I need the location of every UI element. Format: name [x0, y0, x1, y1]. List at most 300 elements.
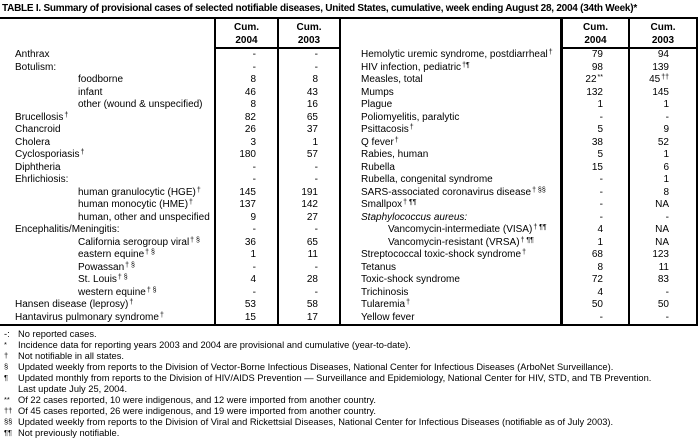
footnote-text: Of 45 cases reported, 26 were indigenous, and 19 were imported from another country. — [18, 406, 376, 416]
disease-name: western equine — [78, 286, 146, 298]
case-count: 17 — [306, 311, 318, 323]
disease-name: Hansen disease (leprosy) — [15, 299, 129, 310]
value-cell — [277, 249, 341, 262]
disease-name-cell — [0, 62, 214, 75]
disease-name: Smallpox — [361, 199, 403, 210]
value-cell — [214, 224, 277, 237]
footnote — [4, 340, 696, 351]
value-cell — [277, 274, 341, 287]
value-cell — [277, 112, 341, 125]
value-cell — [628, 49, 698, 62]
case-count: - — [314, 224, 318, 235]
case-count: 1 — [663, 149, 669, 160]
case-count: 8 — [597, 261, 603, 273]
value-cell — [628, 249, 698, 262]
value-cell — [214, 299, 277, 312]
case-count: - — [314, 286, 318, 298]
disease-name: Rabies, human — [361, 149, 429, 160]
footnote — [4, 362, 696, 373]
case-count: 65 — [306, 236, 318, 248]
case-count: 16 — [306, 99, 318, 110]
footnote-marker: † — [196, 186, 201, 194]
footnote-text: No reported cases. — [18, 329, 97, 339]
disease-name-cell — [341, 274, 560, 287]
footnote-marker: † — [80, 149, 85, 156]
case-count: 11 — [307, 249, 318, 260]
value-cell — [560, 62, 628, 75]
value-cell — [628, 162, 698, 175]
disease-name: Cyclosporiasis — [15, 149, 80, 160]
disease-name-cell — [0, 237, 214, 250]
footnote-marker: † § — [190, 236, 200, 244]
disease-name: human monocytic (HME) — [78, 199, 189, 210]
footnote-marker: † — [189, 199, 193, 206]
header-cum-label: Cum. — [583, 22, 608, 33]
value-cell — [277, 237, 341, 250]
disease-name-cell — [0, 199, 214, 212]
case-count: - — [252, 61, 256, 73]
footnote-marker: † — [394, 136, 399, 144]
value-cell — [628, 112, 698, 125]
header-spacer-left — [0, 19, 214, 49]
disease-name: Rubella — [361, 161, 395, 173]
footnote-marker: † — [522, 249, 526, 256]
case-count: - — [665, 211, 669, 223]
disease-name-cell — [341, 187, 560, 200]
disease-name: Powassan — [78, 261, 125, 273]
value-cell — [560, 299, 628, 312]
footnote-marker: † § — [146, 286, 157, 294]
value-cell — [560, 87, 628, 100]
value-cell — [214, 237, 277, 250]
case-count: 45 — [649, 74, 661, 85]
value-cell — [214, 137, 277, 150]
disease-name-cell — [341, 199, 560, 212]
disease-name: Trichinosis — [361, 286, 409, 298]
disease-name-cell — [0, 124, 214, 137]
case-count: 4 — [597, 286, 603, 298]
disease-name: Brucellosis — [15, 111, 64, 123]
value-cell — [628, 262, 698, 275]
footnote-marker: * — [4, 339, 7, 349]
value-cell — [560, 49, 628, 62]
case-count: - — [599, 186, 603, 198]
value-cell — [277, 124, 341, 137]
disease-name: Tetanus — [361, 261, 397, 273]
notifiable-diseases-table — [0, 17, 698, 326]
disease-name: Anthrax — [15, 49, 50, 60]
case-count: - — [599, 199, 603, 210]
disease-name: human, other and unspecified — [78, 211, 210, 223]
value-cell — [560, 287, 628, 300]
case-count: 65 — [306, 111, 318, 123]
disease-name-cell — [341, 287, 560, 300]
case-count: 58 — [306, 299, 318, 310]
value-cell — [560, 137, 628, 150]
case-count: 38 — [591, 136, 603, 148]
footnote-marker: † ¶¶ — [403, 199, 417, 206]
disease-name-cell — [0, 174, 214, 187]
case-count: 4 — [250, 274, 256, 285]
footnote-text: Last update July 25, 2004. — [18, 384, 128, 394]
value-cell — [277, 262, 341, 275]
case-count: 180 — [239, 149, 256, 160]
case-count: 46 — [244, 86, 256, 98]
disease-name: St. Louis — [78, 274, 117, 285]
disease-name: Vancomycin-intermediate (VISA) — [388, 224, 533, 235]
case-count: 15 — [244, 311, 256, 323]
case-count: 50 — [591, 299, 603, 310]
case-count: - — [599, 174, 603, 185]
footnote-text: Updated weekly from reports to the Division of Viral and Rickettsial Diseases, National Center for Infectious Diseases (notifiable as of July 2003). — [18, 417, 614, 427]
value-cell — [214, 287, 277, 300]
value-cell — [214, 62, 277, 75]
disease-name: Measles, total — [361, 74, 423, 85]
disease-name-cell — [0, 299, 214, 312]
case-count: 145 — [652, 86, 669, 98]
footnote-text: Updated monthly from reports to the Division of HIV/AIDS Prevention — Surveillance and Epidemiology, National Center for HIV, STD, and TB Prevention. — [18, 373, 652, 383]
case-count: 26 — [244, 124, 256, 135]
disease-name-cell — [0, 262, 214, 275]
case-count: 8 — [663, 186, 669, 198]
value-cell — [628, 174, 698, 187]
case-count: 123 — [652, 249, 669, 260]
disease-name-cell — [0, 312, 214, 325]
value-cell — [628, 187, 698, 200]
disease-name-cell — [0, 149, 214, 162]
disease-name-cell — [341, 162, 560, 175]
disease-name-cell — [0, 212, 214, 225]
value-cell — [560, 274, 628, 287]
footnote-marker: † ¶¶ — [520, 236, 534, 244]
case-count: 3 — [250, 136, 256, 148]
disease-name-cell — [0, 74, 214, 87]
disease-name-cell — [0, 137, 214, 150]
case-count: 27 — [306, 211, 318, 223]
value-cell — [277, 149, 341, 162]
value-cell — [277, 62, 341, 75]
footnote-text: Updated weekly from reports to the Division of Vector-Borne Infectious Diseases, National Center for Infectious Diseases (ArboNet Surveillance). — [18, 362, 614, 372]
footnote-marker: † — [406, 299, 410, 306]
disease-name: Hemolytic uremic syndrome, postdiarrheal — [361, 49, 548, 60]
value-cell — [560, 199, 628, 212]
value-cell — [214, 49, 277, 62]
value-cell — [628, 87, 698, 100]
case-count: - — [314, 174, 318, 185]
disease-name-cell — [0, 162, 214, 175]
disease-name-cell — [341, 262, 560, 275]
case-count: - — [599, 211, 603, 223]
case-count: 139 — [652, 61, 669, 73]
disease-name-cell — [341, 112, 560, 125]
footnote-text: Not previously notifiable. — [18, 428, 120, 438]
case-count: 22 — [585, 74, 597, 85]
value-cell — [560, 162, 628, 175]
case-count: 9 — [663, 124, 669, 135]
disease-name: infant — [78, 86, 103, 98]
value-cell — [628, 287, 698, 300]
case-count: 36 — [244, 236, 256, 248]
value-cell — [277, 74, 341, 87]
footnote-marker: ¶¶ — [4, 427, 13, 437]
case-count: 68 — [591, 249, 603, 260]
case-count: 8 — [250, 74, 256, 85]
case-count: 1 — [597, 236, 603, 248]
case-count: - — [314, 161, 318, 173]
value-cell — [560, 249, 628, 262]
disease-name: SARS-associated coronavirus disease — [361, 186, 532, 198]
footnote — [4, 417, 696, 428]
value-cell — [560, 99, 628, 112]
value-cell — [214, 112, 277, 125]
value-cell — [628, 224, 698, 237]
disease-name-cell — [0, 112, 214, 125]
footnote-marker: ** — [597, 74, 603, 81]
value-cell — [214, 312, 277, 325]
case-count: - — [252, 286, 256, 298]
disease-name-cell — [0, 249, 214, 262]
disease-name-cell — [341, 212, 560, 225]
value-cell — [214, 74, 277, 87]
case-count: 1 — [663, 174, 669, 185]
footnote-marker: † ¶¶ — [533, 224, 547, 231]
case-count: 145 — [239, 186, 256, 198]
value-cell — [277, 99, 341, 112]
value-cell — [214, 124, 277, 137]
header-year-2004: 2004 — [584, 35, 607, 46]
disease-name-cell — [0, 274, 214, 287]
case-count: 142 — [301, 199, 318, 210]
value-cell — [277, 187, 341, 200]
value-cell — [628, 74, 698, 87]
value-cell — [560, 237, 628, 250]
footnote-marker: †¶ — [462, 61, 470, 69]
header-year-2004: 2004 — [235, 35, 258, 46]
footnote-text: Not notifiable in all states. — [18, 351, 124, 361]
value-cell — [560, 224, 628, 237]
case-count: 83 — [657, 274, 669, 285]
value-cell — [628, 274, 698, 287]
value-cell — [628, 137, 698, 150]
disease-name-cell — [0, 87, 214, 100]
disease-name: Hantavirus pulmonary syndrome — [15, 311, 159, 323]
disease-name: HIV infection, pediatric — [361, 61, 462, 73]
case-count: 11 — [658, 261, 669, 273]
disease-name-cell — [341, 224, 560, 237]
disease-name: Diphtheria — [15, 161, 61, 173]
disease-name: Vancomycin-resistant (VRSA) — [388, 236, 520, 248]
case-count: 50 — [657, 299, 669, 310]
case-count: - — [252, 49, 256, 60]
case-count: 137 — [239, 199, 256, 210]
footnote-marker: § — [4, 361, 9, 371]
case-count: - — [314, 49, 318, 60]
case-count: - — [252, 161, 256, 173]
footnote — [4, 329, 696, 340]
footnote-marker: † — [548, 49, 553, 56]
header-left-cum-2003 — [277, 19, 341, 49]
disease-name: Streptococcal toxic-shock syndrome — [361, 249, 522, 260]
value-cell — [560, 187, 628, 200]
case-count: 5 — [597, 149, 603, 160]
value-cell — [277, 87, 341, 100]
disease-name: Plague — [361, 99, 393, 110]
footnote-text: Incidence data for reporting years 2003 and 2004 are provisional and cumulative (year-to-date). — [18, 340, 411, 350]
footnote — [4, 406, 696, 417]
disease-name: Poliomyelitis, paralytic — [361, 111, 460, 123]
case-count: 1 — [312, 136, 318, 148]
case-count: - — [599, 311, 603, 323]
footnote — [4, 395, 696, 406]
case-count: NA — [655, 199, 669, 210]
footnote-marker: -: — [4, 329, 10, 339]
footnote — [4, 428, 696, 439]
case-count: 1 — [597, 99, 603, 110]
footnote-marker: †† — [4, 405, 13, 415]
case-count: 8 — [312, 74, 318, 85]
case-count: NA — [655, 236, 669, 248]
disease-name-cell — [0, 49, 214, 62]
value-cell — [560, 124, 628, 137]
header-year-2003: 2003 — [651, 35, 675, 46]
case-count: - — [599, 111, 603, 123]
case-count: 94 — [657, 49, 669, 60]
value-cell — [560, 74, 628, 87]
case-count: - — [665, 111, 669, 123]
value-cell — [214, 149, 277, 162]
disease-name-cell — [341, 124, 560, 137]
header-cum-label: Cum. — [234, 22, 259, 33]
value-cell — [560, 212, 628, 225]
footnote-marker: † § — [145, 249, 155, 256]
case-count: 9 — [250, 211, 256, 223]
value-cell — [214, 212, 277, 225]
value-cell — [628, 237, 698, 250]
value-cell — [628, 62, 698, 75]
header-spacer-right — [341, 19, 560, 49]
case-count: 132 — [586, 86, 603, 98]
footnote-marker: † — [129, 299, 134, 306]
value-cell — [214, 274, 277, 287]
header-right-cum-2003 — [628, 19, 698, 49]
value-cell — [628, 299, 698, 312]
disease-name: Psittacosis — [361, 124, 409, 135]
value-cell — [214, 249, 277, 262]
disease-name-cell — [341, 174, 560, 187]
value-cell — [277, 174, 341, 187]
disease-name-cell — [341, 149, 560, 162]
disease-name-cell — [341, 312, 560, 325]
case-count: - — [665, 311, 669, 323]
disease-name: Q fever — [361, 136, 394, 148]
case-count: - — [314, 61, 318, 73]
disease-name-cell — [341, 237, 560, 250]
disease-name-cell — [0, 187, 214, 200]
value-cell — [277, 199, 341, 212]
disease-name-cell — [341, 62, 560, 75]
case-count: 6 — [663, 161, 669, 173]
value-cell — [214, 199, 277, 212]
value-cell — [277, 212, 341, 225]
value-cell — [628, 99, 698, 112]
disease-name: Botulism: — [15, 61, 57, 73]
case-count: 53 — [244, 299, 256, 310]
case-count: 28 — [306, 274, 318, 285]
case-count: 15 — [591, 161, 603, 173]
disease-name: California serogroup viral — [78, 236, 190, 248]
disease-name: Tularemia — [361, 299, 406, 310]
disease-name: eastern equine — [78, 249, 145, 260]
case-count: - — [252, 174, 256, 185]
value-cell — [277, 312, 341, 325]
value-cell — [214, 87, 277, 100]
disease-name: Toxic-shock syndrome — [361, 274, 460, 285]
footnote-marker: §§ — [4, 416, 13, 426]
case-count: 72 — [591, 274, 603, 285]
disease-name: Ehrlichiosis: — [15, 174, 69, 185]
footnote-marker: †† — [661, 74, 669, 81]
case-count: 79 — [591, 49, 603, 60]
value-cell — [628, 312, 698, 325]
value-cell — [214, 187, 277, 200]
value-cell — [214, 162, 277, 175]
value-cell — [628, 199, 698, 212]
footnote-marker: ¶ — [4, 372, 9, 382]
value-cell — [277, 287, 341, 300]
case-count: - — [252, 224, 256, 235]
case-count: NA — [655, 224, 669, 235]
value-cell — [277, 137, 341, 150]
disease-name-cell — [341, 49, 560, 62]
header-year-2003: 2003 — [297, 35, 321, 46]
disease-name: foodborne — [78, 74, 124, 85]
disease-name: Encephalitis/Meningitis: — [15, 224, 120, 235]
case-count: - — [252, 261, 256, 273]
case-count: 98 — [591, 61, 603, 73]
footnote — [4, 373, 696, 384]
footnote-marker: † §§ — [532, 186, 546, 194]
value-cell — [560, 174, 628, 187]
footnote-marker: † — [4, 350, 9, 360]
disease-name-cell — [341, 99, 560, 112]
value-cell — [277, 162, 341, 175]
disease-name: Rubella, congenital syndrome — [361, 174, 493, 185]
case-count: 37 — [306, 124, 318, 135]
disease-name: Yellow fever — [361, 311, 415, 323]
footnote-marker: † § — [117, 274, 128, 281]
value-cell — [214, 99, 277, 112]
case-count: - — [314, 261, 318, 273]
value-cell — [628, 212, 698, 225]
value-cell — [560, 312, 628, 325]
disease-name-cell — [341, 87, 560, 100]
disease-name: human granulocytic (HGE) — [78, 186, 196, 198]
case-count: 191 — [301, 186, 318, 198]
case-count: 5 — [597, 124, 603, 135]
disease-name-cell — [0, 99, 214, 112]
case-count: - — [665, 286, 669, 298]
footnote-marker: † — [409, 124, 414, 131]
header-cum-label: Cum. — [296, 22, 322, 33]
case-count: 8 — [250, 99, 256, 110]
value-cell — [277, 299, 341, 312]
value-cell — [560, 112, 628, 125]
case-count: 57 — [306, 149, 318, 160]
value-cell — [214, 262, 277, 275]
case-count: 82 — [244, 111, 256, 123]
footnote-text: Of 22 cases reported, 10 were indigenous, and 12 were imported from another country. — [18, 395, 376, 405]
case-count: 43 — [306, 86, 318, 98]
